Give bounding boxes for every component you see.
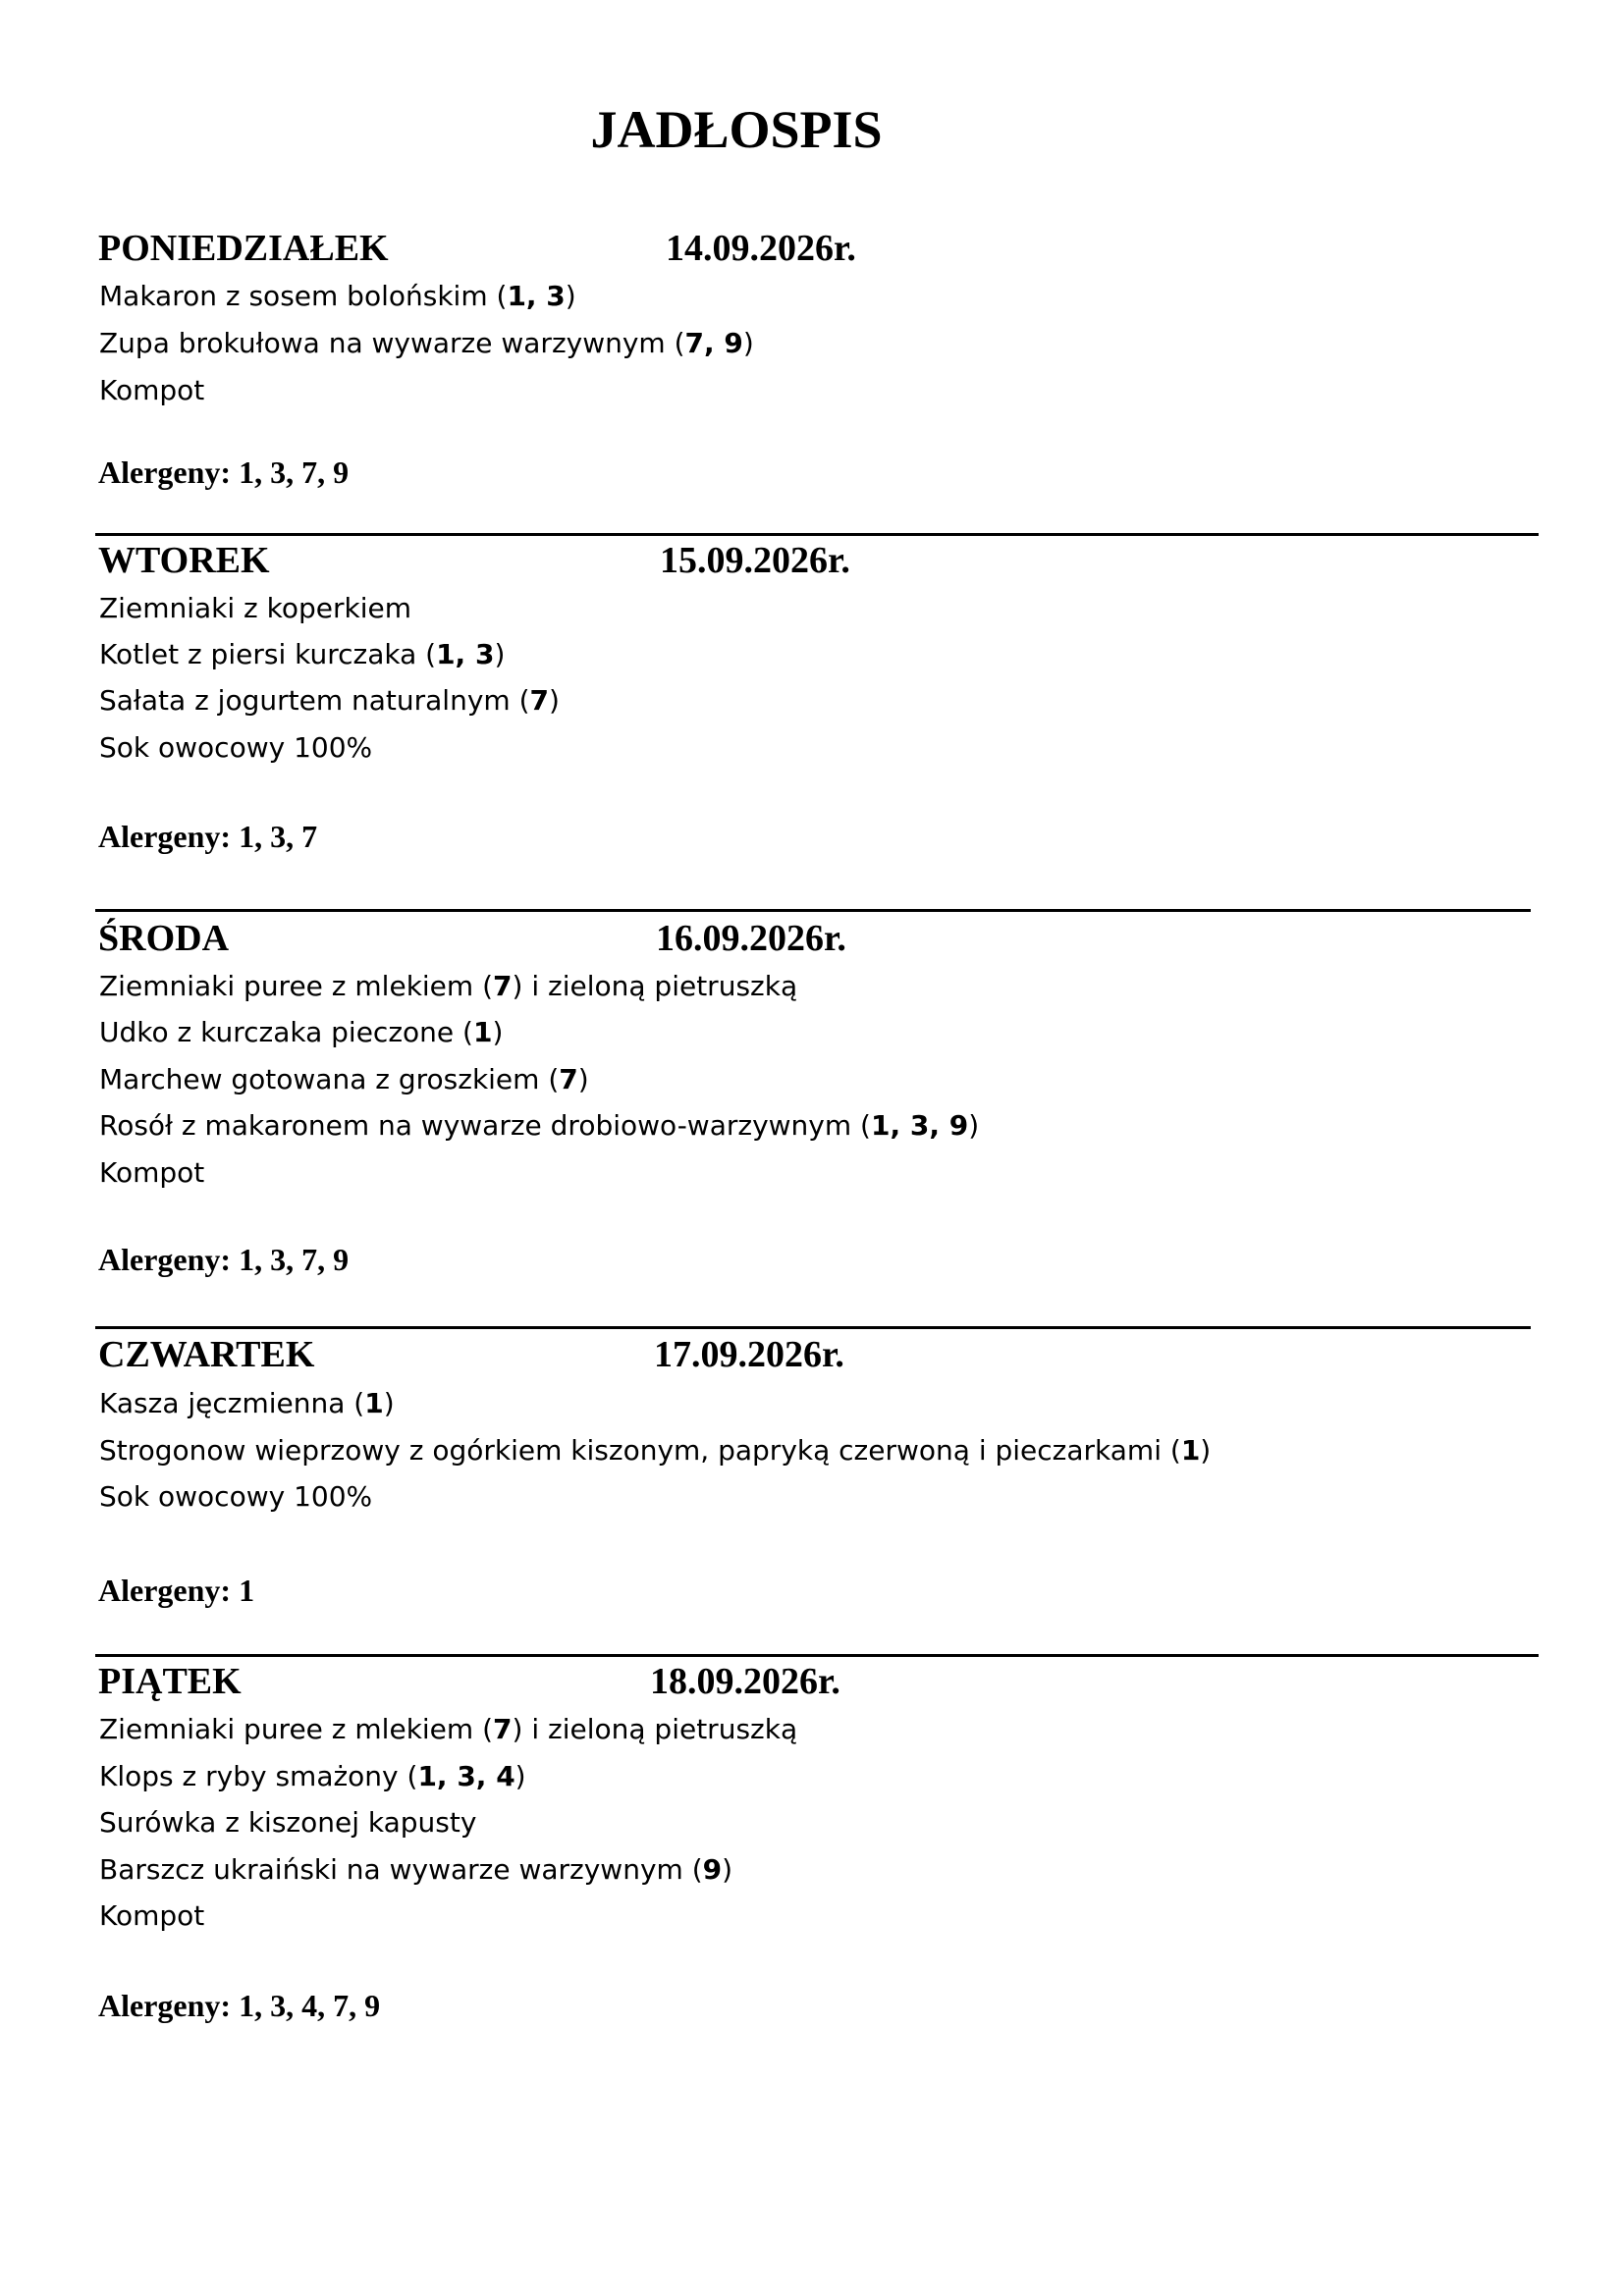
menu-item-name: Surówka z kiszonej kapusty bbox=[99, 1806, 477, 1839]
allergen-codes: 1, 3 bbox=[507, 280, 566, 312]
allergen-codes: 7 bbox=[529, 684, 549, 717]
allergens-summary: Alergeny: 1 bbox=[98, 1573, 255, 1608]
menu-item-name: Strogonow wieprzowy z ogórkiem kiszonym, papryką czerwoną i pieczarkami bbox=[99, 1434, 1162, 1467]
section-divider bbox=[95, 533, 1539, 536]
menu-item-name: Kasza jęczmienna bbox=[99, 1387, 346, 1419]
day-name: WTOREK bbox=[98, 540, 270, 581]
menu-item: Makaron z sosem bolońskim (1, 3) bbox=[99, 280, 576, 312]
menu-item: Sałata z jogurtem naturalnym (7) bbox=[99, 684, 560, 717]
allergen-codes: 7 bbox=[493, 970, 513, 1002]
menu-item bbox=[99, 371, 204, 410]
menu-item bbox=[99, 589, 411, 628]
section-divider bbox=[95, 909, 1531, 912]
day-name: PIĄTEK bbox=[98, 1661, 242, 1702]
menu-item bbox=[99, 728, 372, 768]
allergen-codes: 1, 3 bbox=[436, 638, 495, 670]
menu-item-name: Barszcz ukraiński na wywarze warzywnym bbox=[99, 1853, 683, 1886]
allergen-codes: 9 bbox=[702, 1853, 723, 1886]
menu-item-name: Udko z kurczaka pieczone bbox=[99, 1016, 455, 1048]
menu-item-name: Sok owocowy 100% bbox=[99, 731, 373, 764]
allergen-codes: 7, 9 bbox=[684, 327, 743, 359]
menu-item: Marchew gotowana z groszkiem (7) bbox=[99, 1063, 589, 1095]
menu-item bbox=[99, 1896, 204, 1936]
menu-item-name: Ziemniaki puree z mlekiem bbox=[99, 970, 474, 1002]
menu-item-name: Ziemniaki z koperkiem bbox=[99, 592, 411, 624]
allergens-summary: Alergeny: 1, 3, 7 bbox=[98, 819, 318, 854]
page-title: JADŁOSPIS bbox=[590, 100, 883, 159]
day-date: 16.09.2026r. bbox=[656, 918, 846, 959]
allergen-codes: 1, 3, 4 bbox=[417, 1760, 515, 1792]
menu-item-name: Kompot bbox=[99, 1899, 205, 1932]
menu-item-name: Zupa brokułowa na wywarze warzywnym bbox=[99, 327, 666, 359]
menu-item bbox=[99, 1153, 204, 1193]
day-name: ŚRODA bbox=[98, 918, 230, 959]
day-name: PONIEDZIAŁEK bbox=[98, 228, 389, 269]
allergens-summary: Alergeny: 1, 3, 7, 9 bbox=[98, 454, 350, 490]
menu-item: Kasza jęczmienna (1) bbox=[99, 1387, 395, 1419]
allergens-summary: Alergeny: 1, 3, 7, 9 bbox=[98, 1242, 350, 1277]
menu-item bbox=[99, 1477, 372, 1517]
menu-item: Strogonow wieprzowy z ogórkiem kiszonym, papryką czerwoną i pieczarkami (1) bbox=[99, 1434, 1212, 1467]
menu-item: Barszcz ukraiński na wywarze warzywnym (9) bbox=[99, 1853, 733, 1886]
menu-item-name: Makaron z sosem bolońskim bbox=[99, 280, 488, 312]
menu-item-name: Sałata z jogurtem naturalnym bbox=[99, 684, 511, 717]
menu-item-name: Ziemniaki puree z mlekiem bbox=[99, 1713, 474, 1745]
menu-item-name-suffix: i zieloną pietruszką bbox=[531, 970, 798, 1002]
allergen-codes: 1 bbox=[364, 1387, 384, 1419]
menu-item-name: Kotlet z piersi kurczaka bbox=[99, 638, 417, 670]
menu-item: Klops z ryby smażony (1, 3, 4) bbox=[99, 1760, 526, 1792]
allergen-codes: 1, 3, 9 bbox=[870, 1109, 969, 1142]
day-name: CZWARTEK bbox=[98, 1334, 315, 1375]
allergen-codes: 7 bbox=[559, 1063, 578, 1095]
menu-item-name: Sok owocowy 100% bbox=[99, 1480, 373, 1513]
section-divider bbox=[95, 1654, 1539, 1657]
menu-item-name: Klops z ryby smażony bbox=[99, 1760, 399, 1792]
menu-item: Ziemniaki puree z mlekiem (7) i zieloną pietruszką bbox=[99, 1713, 798, 1745]
menu-item-name: Marchew gotowana z groszkiem bbox=[99, 1063, 540, 1095]
menu-item bbox=[99, 1803, 476, 1842]
section-divider bbox=[95, 1326, 1531, 1329]
day-date: 18.09.2026r. bbox=[650, 1661, 840, 1702]
menu-item: Zupa brokułowa na wywarze warzywnym (7, 9) bbox=[99, 327, 754, 359]
allergen-codes: 1 bbox=[472, 1016, 493, 1048]
menu-item: Ziemniaki puree z mlekiem (7) i zieloną pietruszką bbox=[99, 970, 798, 1002]
menu-item-name: Kompot bbox=[99, 374, 205, 406]
menu-item-name: Rosół z makaronem na wywarze drobiowo-warzywnym bbox=[99, 1109, 852, 1142]
day-date: 17.09.2026r. bbox=[654, 1334, 844, 1375]
allergen-codes: 1 bbox=[1180, 1434, 1201, 1467]
menu-item-name-suffix: i zieloną pietruszką bbox=[531, 1713, 798, 1745]
allergens-summary: Alergeny: 1, 3, 4, 7, 9 bbox=[98, 1988, 381, 2023]
menu-item-name: Kompot bbox=[99, 1156, 205, 1189]
allergen-codes: 7 bbox=[493, 1713, 513, 1745]
menu-item: Rosół z makaronem na wywarze drobiowo-warzywnym (1, 3, 9) bbox=[99, 1109, 980, 1142]
menu-item: Kotlet z piersi kurczaka (1, 3) bbox=[99, 638, 506, 670]
day-date: 14.09.2026r. bbox=[666, 228, 856, 269]
day-date: 15.09.2026r. bbox=[660, 540, 850, 581]
menu-item: Udko z kurczaka pieczone (1) bbox=[99, 1016, 504, 1048]
